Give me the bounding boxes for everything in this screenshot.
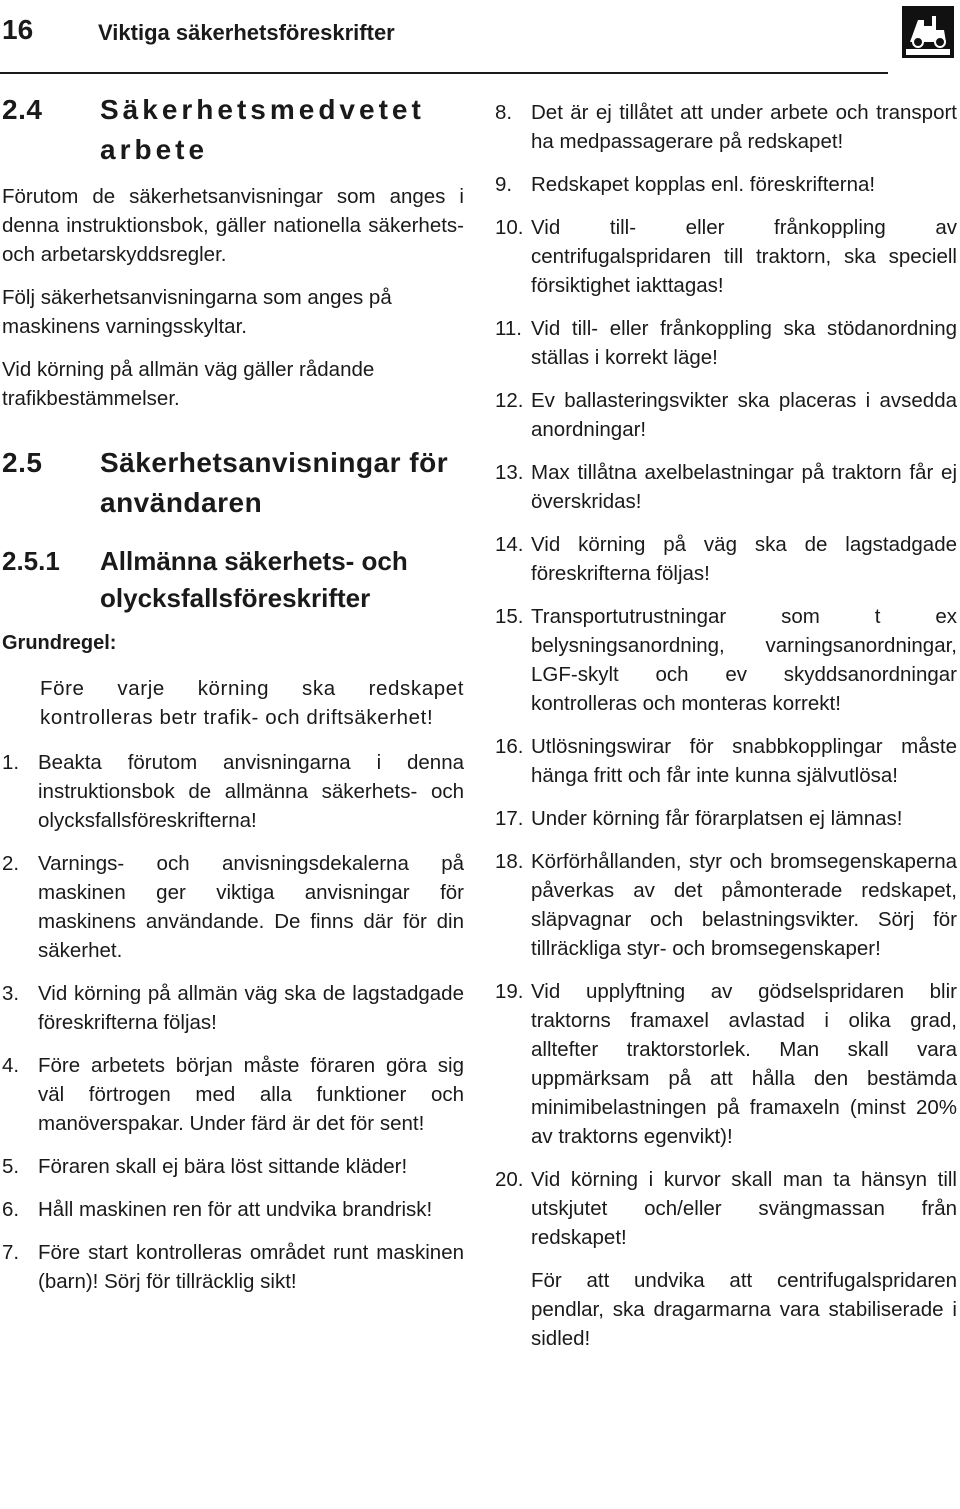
item-number: 13.: [495, 461, 524, 484]
section-number: 2.5.1: [2, 546, 60, 576]
section-2-5-heading: [2, 443, 464, 523]
running-title: Viktiga säkerhetsföreskrifter: [98, 20, 395, 45]
list-item: [495, 977, 957, 1151]
item-text: Varnings- och anvisningsdekalerna på maskinen ger viktiga anvisningar för maskinens användande. De finns där för din säkerhet.: [38, 852, 464, 962]
intro-paragraph: Förutom de säkerhetsanvisningar som anges i denna instruktionsbok, gäller nationella säkerhets- och arbetarskyddsregler.: [2, 185, 464, 266]
list-item: [2, 1051, 464, 1138]
item-text: Vid körning på väg ska de lagstadgade föreskrifterna följas!: [531, 533, 957, 585]
item-number: 9.: [495, 173, 513, 196]
item-number: 18.: [495, 850, 524, 873]
section-number: 2.5: [2, 447, 43, 478]
list-item: [2, 849, 464, 965]
list-item: [495, 804, 957, 833]
list-item: [2, 1238, 464, 1296]
left-column: [2, 90, 464, 1310]
section-2-5-1-heading: [2, 543, 464, 617]
item-number: 12.: [495, 389, 524, 412]
item-text: Före arbetets början måste föraren göra sig väl förtrogen med alla funktioner och manöverspakar. Under färd är det för sent!: [38, 1054, 464, 1135]
item-number: 2.: [2, 852, 20, 875]
item-text: Utlösningswirar för snabbkopplingar måste hänga fritt och får inte kunna självutlösa!: [531, 735, 957, 787]
rule-text: Före varje körning ska redskapet kontrolleras betr trafik- och driftsäkerhet!: [40, 677, 464, 729]
item-number: 4.: [2, 1054, 20, 1077]
section-title: Allmänna säkerhets- och olycksfallsföreskrifter: [100, 546, 408, 613]
page-header: [0, 0, 960, 80]
item-text: Vid till- eller frånkoppling av centrifugalspridaren till traktorn, ska speciell försiktighet iakttagas!: [531, 216, 957, 297]
item-text: Föraren skall ej bära löst sittande kläder!: [38, 1155, 408, 1178]
section-title: Säkerhetsmedvetet arbete: [100, 94, 425, 165]
item-text: Det är ej tillåtet att under arbete och transport ha medpassagerare på redskapet!: [531, 101, 957, 153]
item-number: 11.: [495, 317, 522, 340]
section-number: 2.4: [2, 94, 43, 125]
item-text: Redskapet kopplas enl. föreskrifterna!: [531, 173, 876, 196]
item-text: Beakta förutom anvisningarna i denna instruktionsbok de allmänna säkerhets- och olycksfallsföreskrifterna!: [38, 751, 464, 832]
item-text: Håll maskinen ren för att undvika brandrisk!: [38, 1198, 433, 1221]
item-number: 17.: [495, 807, 524, 830]
item-text: Transportutrustningar som t ex belysningsanordning, varningsanordningar, LGF-skylt och ev skyddsanordningar kontrolleras och monteras korrekt!: [531, 605, 957, 715]
list-item: [495, 602, 957, 718]
item-text: Ev ballasteringsvikter ska placeras i avsedda anordningar!: [531, 389, 957, 441]
item-number: 10.: [495, 216, 524, 239]
item-number: 6.: [2, 1198, 20, 1221]
list-item: [2, 748, 464, 835]
closing-paragraph: För att undvika att centrifugalspridaren pendlar, ska dragarmarna vara stabiliserade i sidled!: [531, 1269, 957, 1350]
item-text: Före start kontrolleras området runt maskinen (barn)! Sörj för tillräcklig sikt!: [38, 1241, 464, 1293]
intro-paragraph: Vid körning på allmän väg gäller rådande trafikbestämmelser.: [2, 358, 375, 410]
list-item: [2, 1152, 464, 1181]
item-text: Vid körning på allmän väg ska de lagstadgade föreskrifterna följas!: [38, 982, 464, 1034]
list-item: [495, 530, 957, 588]
item-text: Vid upplyftning av gödselspridaren blir traktorns framaxel avlastad i olika grad, alltefter traktorstorlek. Man skall vara uppmärksam på att hålla den bestämda minimibelastningen på framaxeln (minst 20% av traktorns egenvikt)!: [531, 980, 957, 1148]
item-number: 20.: [495, 1168, 524, 1191]
amazone-logo: [902, 6, 954, 58]
page-number: 16: [2, 14, 34, 45]
list-item: [495, 386, 957, 444]
item-number: 1.: [2, 751, 20, 774]
list-item: [495, 847, 957, 963]
item-number: 7.: [2, 1241, 20, 1264]
list-item: [495, 213, 957, 300]
list-item: [495, 458, 957, 516]
rule-label: Grundregel:: [2, 632, 117, 654]
amazone-logo-icon: [902, 6, 954, 58]
item-text: Vid till- eller frånkoppling ska stödanordning ställas i korrekt läge!: [531, 317, 957, 369]
item-text: Körförhållanden, styr och bromsegenskaperna påverkas av det påmonterade redskapet, släpvagnar och belastningsvikter. Sörj för tillräckliga styr- och bromsegenskaper!: [531, 850, 957, 960]
item-number: 5.: [2, 1155, 20, 1178]
item-number: 14.: [495, 533, 524, 556]
header-rule: [0, 72, 888, 74]
section-title: Säkerhetsanvisningar för användaren: [100, 447, 449, 518]
item-number: 16.: [495, 735, 524, 758]
list-item: [495, 314, 957, 372]
list-item: [2, 1195, 464, 1224]
section-2-4-heading: [2, 90, 464, 170]
item-number: 3.: [2, 982, 20, 1005]
list-item: [2, 979, 464, 1037]
list-item: [495, 1165, 957, 1252]
intro-paragraph: Följ säkerhetsanvisningarna som anges på maskinens varningsskyltar.: [2, 286, 392, 338]
item-text: Max tillåtna axelbelastningar på traktorn får ej överskridas!: [531, 461, 957, 513]
list-item: [495, 98, 957, 156]
item-number: 19.: [495, 980, 524, 1003]
item-text: Under körning får förarplatsen ej lämnas!: [531, 807, 903, 830]
item-number: 8.: [495, 101, 513, 124]
right-column: [495, 98, 957, 1353]
item-number: 15.: [495, 605, 524, 628]
item-text: Vid körning i kurvor skall man ta hänsyn till utskjutet och/eller svängmassan från redskapet!: [531, 1168, 957, 1249]
list-item: [495, 732, 957, 790]
list-item: [495, 170, 957, 199]
